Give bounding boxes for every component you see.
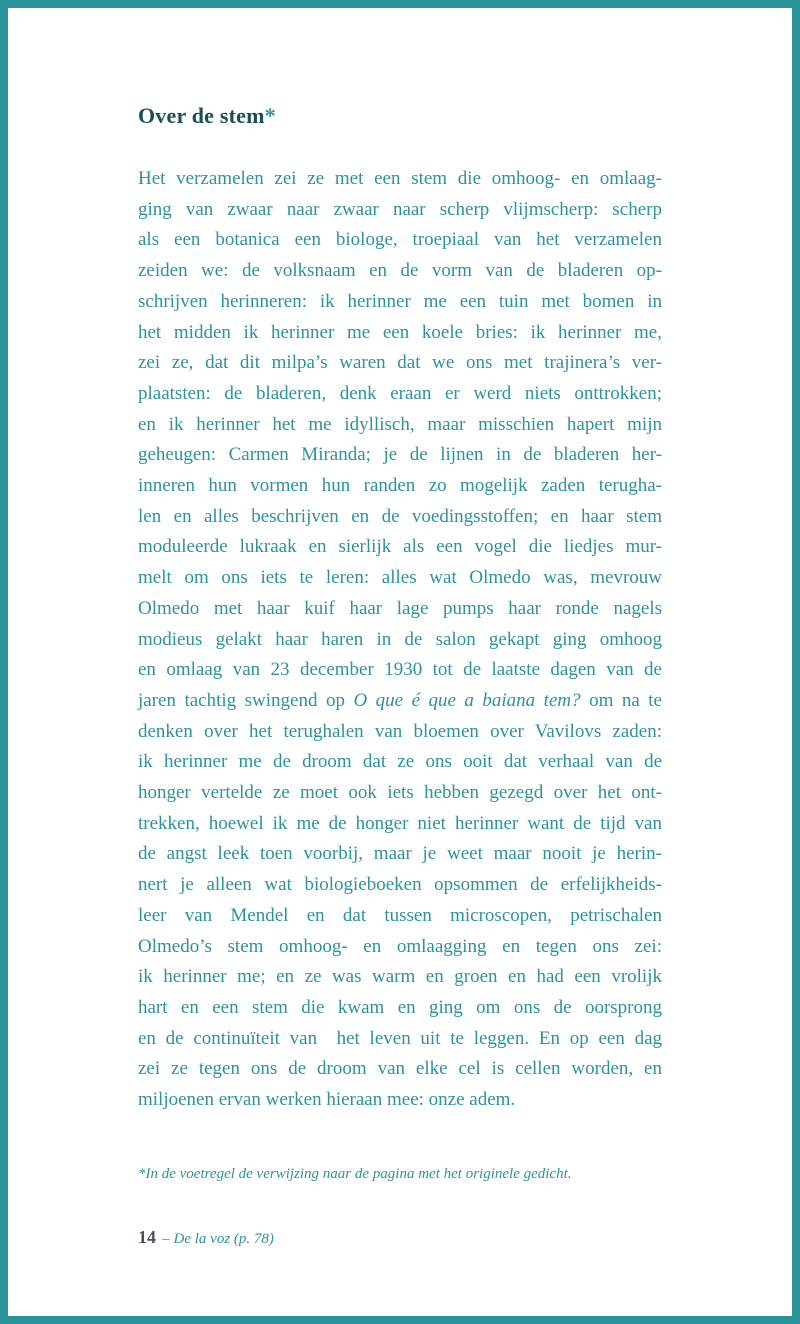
body-line: [138, 932, 662, 963]
body-line: [138, 717, 662, 748]
body-line-segment: len en alles beschrijven en de voedingsstoffen; en haar stem: [138, 505, 662, 527]
body-line: [138, 809, 662, 840]
body-line-segment: Olmedo met haar kuif haar lage pumps haar ronde nagels: [138, 597, 662, 619]
footnote-asterisk-marker: *: [264, 103, 276, 128]
body-line-segment: het midden ik herinner me een koele bries: ik herinner me,: [138, 321, 662, 343]
body-line: [138, 563, 662, 594]
body-line: [138, 471, 662, 502]
footnote: *In de voetregel de verwijzing naar de pagina met het originele gedicht.: [138, 1166, 572, 1182]
body-line: [138, 318, 662, 349]
body-line: [138, 778, 662, 809]
body-line-segment: zei ze, dat dit milpa’s waren dat we ons met trajinera’s ver-: [138, 352, 662, 374]
body-line: [138, 962, 662, 993]
body-line-segment: nert je alleen wat biologieboeken opsommen de erfelijkheids-: [138, 874, 662, 896]
body-line-segment: leer van Mendel en dat tussen microscopen, petrischalen: [138, 904, 662, 926]
page-title-text: Over de stem: [138, 103, 265, 128]
body-line-italic-segment: O que é que a baiana tem?: [353, 689, 581, 711]
body-line-segment: ging van zwaar naar zwaar naar scherp vlijmscherp: scherp: [138, 198, 662, 220]
body-line-segment: melt om ons iets te leren: alles wat Olmedo was, mevrouw: [138, 567, 662, 589]
body-line-segment: ik herinner me; en ze was warm en groen en had een vrolijk: [138, 966, 662, 988]
body-line: [138, 901, 662, 932]
body-line: [138, 655, 662, 686]
body-line-segment: jaren tachtig swingend op: [138, 689, 354, 711]
body-line-segment: de angst leek toen voorbij, maar je weet maar nooit je herin-: [138, 843, 662, 865]
body-line: [138, 225, 662, 256]
body-line-segment: zeiden we: de volksnaam en de vorm van de bladeren op-: [138, 260, 662, 282]
body-line: [138, 870, 662, 901]
body-line-segment: miljoenen ervan werken hieraan mee: onze adem.: [138, 1089, 516, 1111]
body-line: [138, 532, 662, 563]
body-line-segment: Olmedo’s stem omhoog- en omlaagging en tegen ons zei:: [138, 935, 662, 957]
body-line: [138, 686, 662, 717]
body-line: [138, 287, 662, 318]
body-line: [138, 594, 662, 625]
body-line-segment: en omlaag van 23 december 1930 tot de laatste dagen van de: [138, 659, 662, 681]
body-line: [138, 993, 662, 1024]
body-line-segment: modieus gelakt haar haren in de salon gekapt ging omhoog: [138, 628, 662, 650]
body-line: [138, 1054, 662, 1085]
body-line-segment: trekken, hoewel ik me de honger niet herinner want de tijd van: [138, 812, 662, 834]
body-line: [138, 195, 662, 226]
body-line-segment: ik herinner me de droom dat ze ons ooit dat verhaal van de: [138, 751, 662, 773]
body-line-segment: moduleerde lukraak en sierlijk als een vogel die liedjes mur-: [138, 536, 662, 558]
body-line: [138, 440, 662, 471]
footer-separator: –: [162, 1231, 170, 1247]
body-line-segment: honger vertelde ze moet ook iets hebben gezegd over het ont-: [138, 782, 662, 804]
body-line: [138, 256, 662, 287]
page-footer: [138, 1227, 274, 1248]
body-line: [138, 747, 662, 778]
body-line: [138, 502, 662, 533]
body-line-segment: hart en een stem die kwam en ging om ons de oorsprong: [138, 996, 662, 1018]
body-line: [138, 379, 662, 410]
body-line: [138, 164, 662, 195]
body-line-segment: Het verzamelen zei ze met een stem die omhoog- en omlaag-: [138, 168, 662, 189]
body-text: [138, 164, 662, 1116]
body-line: [138, 410, 662, 441]
footer-reference: De la voz (p. 78): [173, 1231, 274, 1247]
body-line: [138, 839, 662, 870]
body-line-segment: als een botanica een biologe, troepiaal van het verzamelen: [138, 229, 662, 251]
body-line-segment: schrijven herinneren: ik herinner me een tuin met bomen in: [138, 290, 662, 312]
body-line-segment: plaatsten: de bladeren, denk eraan er werd niets onttrokken;: [138, 382, 662, 404]
page-number: 14: [138, 1227, 156, 1247]
body-line: [138, 348, 662, 379]
body-line-segment: geheugen: Carmen Miranda; je de lijnen in de bladeren her-: [138, 444, 662, 466]
body-line-segment: en ik herinner het me idyllisch, maar misschien hapert mijn: [138, 413, 662, 435]
body-line-segment: en de continuïteit van het leven uit te leggen. En op een dag: [138, 1027, 662, 1049]
body-line-segment: om na te: [580, 689, 662, 711]
body-line-segment: inneren hun vormen hun randen zo mogelijk zaden terugha-: [138, 475, 662, 497]
body-line: [138, 1024, 662, 1055]
page-title: [138, 103, 276, 129]
body-line-segment: denken over het terughalen van bloemen over Vavilovs zaden:: [138, 720, 662, 742]
body-line: [138, 1085, 662, 1116]
body-line: [138, 625, 662, 656]
body-line-segment: zei ze tegen ons de droom van elke cel is cellen worden, en: [138, 1058, 662, 1080]
